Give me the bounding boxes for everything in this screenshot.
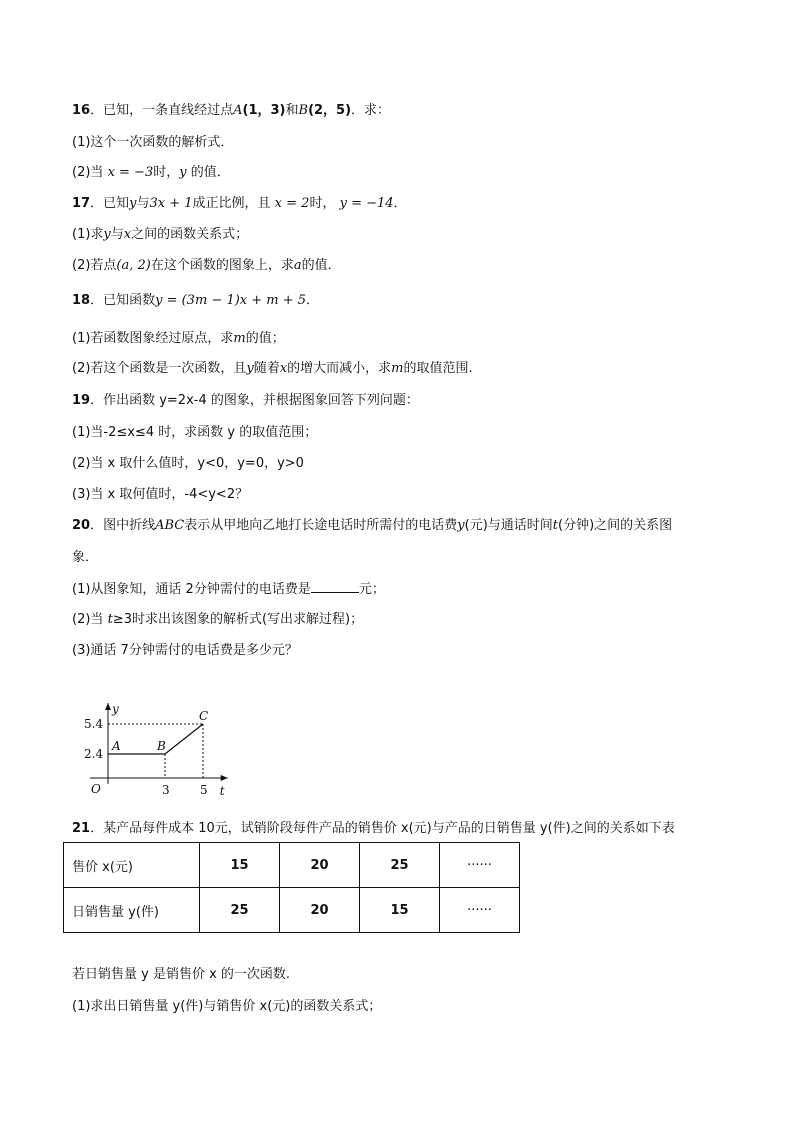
q17-expr: 3x + 1: [149, 196, 193, 211]
q18-p2-d: 的取值范围.: [403, 361, 473, 376]
x-tick-label: 5: [200, 783, 208, 797]
q20-part2: [72, 611, 363, 629]
q16-p2-a: (2)当: [72, 165, 104, 180]
q18-func: y = (3m − 1)x + m + 5: [155, 293, 307, 308]
q20-t: t: [552, 518, 559, 533]
q17-p2-point: (a, 2): [116, 258, 151, 273]
q17-text-d: 时，: [309, 196, 336, 211]
table-cell: 25: [360, 843, 440, 888]
table-cell: 日销售量 y(件): [64, 888, 200, 933]
q16-coord-a: (1，3): [242, 103, 286, 118]
q19-text: ．作出函数 y=2x-4 的图象，并根据图象回答下列问题：: [90, 393, 419, 408]
q18-p1-a: (1)若函数图象经过原点，求: [72, 331, 234, 346]
q17-p1-a: (1)求: [72, 227, 104, 242]
q20-stem-cont: 象．: [72, 550, 99, 565]
q18-p1-m: m: [233, 331, 246, 346]
q21-stem: [72, 820, 675, 838]
q18-p2-x: x: [279, 361, 288, 376]
q17-part1: [72, 226, 248, 244]
q17-p1-x: x: [123, 227, 132, 242]
answer-blank[interactable]: [311, 580, 359, 593]
q20-p2-b: ≥3时求出该图象的解析式(写出求解过程)；: [112, 612, 364, 627]
table-row: [64, 888, 520, 933]
q21-text: ．某产品每件成本 10元，试销阶段每件产品的销售价 x(元)与产品的日销售量 y(件)之间的关系如下表: [90, 821, 675, 836]
q16-p2-c: 的值．: [190, 165, 230, 180]
q20-number: 20: [72, 518, 91, 533]
q20-p1-b: 元；: [358, 582, 385, 597]
q16-text-a: ．已知，一条直线经过点: [90, 103, 234, 118]
q18-p2-y: y: [246, 361, 254, 376]
y-tick-label: 2.4: [84, 747, 104, 761]
q18-stem: [72, 292, 319, 310]
q20-text-c: (元)与通话时间: [464, 518, 553, 533]
q20-p2-t: t: [107, 612, 113, 627]
table-cell: 20: [280, 888, 360, 933]
q18-p2-a: (2)若这个函数是一次函数，且: [72, 361, 247, 376]
q19-part2: (2)当 x 取什么值时，y<0，y=0，y>0: [72, 456, 304, 471]
q16-p2-eq: x = −3: [107, 165, 154, 180]
q20-part1: [72, 580, 385, 599]
q18-part2: [72, 360, 473, 378]
q16-p2-b: 时，: [153, 165, 180, 180]
origin-label: O: [91, 782, 101, 796]
q20-p2-a: (2)当: [72, 612, 104, 627]
q16-part2: [72, 164, 230, 182]
q16-stem: [72, 102, 390, 120]
q17-p1-y: y: [103, 227, 111, 242]
q20-p1-a: (1)从图象知，通话 2分钟需付的电话费是: [72, 582, 311, 597]
q17-text-c: 成正比例，且: [192, 196, 271, 211]
point-label: C: [199, 709, 209, 723]
q18-p1-b: 的值；: [245, 331, 285, 346]
q19-part1: (1)当-2≤x≤4 时，求函数 y 的取值范围；: [72, 425, 318, 440]
q17-text-e: ．: [393, 196, 407, 211]
q16-part1: (1)这个一次函数的解析式．: [72, 135, 234, 150]
y-tick-label: 5.4: [84, 717, 104, 731]
q17-p1-b: 与: [110, 227, 124, 242]
q18-number: 18: [72, 293, 91, 308]
x-axis-label: t: [219, 784, 225, 798]
q18-p2-c: 的增大而减小，求: [287, 361, 392, 376]
q16-number: 16: [72, 103, 91, 118]
q16-point-a: A: [233, 103, 243, 118]
q17-y: y: [129, 196, 137, 211]
q17-text-b: 与: [136, 196, 150, 211]
q16-and: 和: [285, 103, 299, 118]
q21-after: 若日销售量 y 是销售价 x 的一次函数.: [72, 967, 291, 982]
table-cell: ······: [440, 888, 520, 933]
q17-text-a: ．已知: [90, 196, 130, 211]
q16-p2-y: y: [179, 165, 187, 180]
q20-stem: [72, 517, 672, 535]
q18-part1: [72, 330, 285, 348]
q20-text-d: (分钟)之间的关系图: [558, 518, 673, 533]
q21-part1: (1)求出日销售量 y(件)与销售价 x(元)的函数关系式；: [72, 999, 382, 1014]
x-axis-arrow: [221, 775, 228, 781]
q17-p1-c: 之间的函数关系式；: [131, 227, 249, 242]
x-tick-label: 3: [162, 783, 170, 797]
q19-number: 19: [72, 393, 91, 408]
table-cell: 15: [200, 843, 280, 888]
point-label: A: [112, 739, 121, 753]
table-cell: 售价 x(元): [64, 843, 200, 888]
q17-p2-b: 在这个函数的图象上，求: [150, 258, 294, 273]
q20-text-b: 表示从甲地向乙地打长途电话时所需付的电话费: [184, 518, 458, 533]
sales-table: [63, 842, 520, 933]
table-cell: 20: [280, 843, 360, 888]
q18-text-b: ．: [306, 293, 320, 308]
q18-p2-b: 随着: [253, 361, 280, 376]
q17-val: y = −14: [339, 196, 394, 211]
phone-fee-graph: [80, 670, 250, 802]
q16-point-b: B: [298, 103, 309, 118]
point-label: B: [157, 739, 166, 753]
q20-abc: ABC: [155, 518, 185, 533]
q16-coord-b: (2，5): [308, 103, 352, 118]
q19-part3: (3)当 x 取何值时，-4<y<2？: [72, 487, 249, 502]
q18-p2-m: m: [391, 361, 404, 376]
q18-text-a: ．已知函数: [90, 293, 156, 308]
q17-p2-c: 的值．: [301, 258, 341, 273]
q20-text-a: ．图中折线: [90, 518, 156, 533]
table-cell: ······: [440, 843, 520, 888]
q17-stem: [72, 195, 407, 213]
table-cell: 15: [360, 888, 440, 933]
q21-number: 21: [72, 821, 91, 836]
table-cell: 25: [200, 888, 280, 933]
series-segment: [165, 724, 203, 754]
q20-y: y: [457, 518, 465, 533]
q17-p2-a: (2)若点: [72, 258, 117, 273]
q17-part2: [72, 257, 341, 275]
q16-text-b: ．求：: [351, 103, 391, 118]
y-axis-arrow: [105, 703, 111, 710]
table-row: [64, 843, 520, 888]
q17-number: 17: [72, 196, 91, 211]
q17-cond: x = 2: [274, 196, 310, 211]
q19-stem: [72, 392, 419, 410]
q20-part3: (3)通话 7分钟需付的电话费是多少元？: [72, 643, 298, 658]
q17-p2-a-var: a: [293, 258, 302, 273]
y-axis-label: y: [112, 702, 119, 716]
